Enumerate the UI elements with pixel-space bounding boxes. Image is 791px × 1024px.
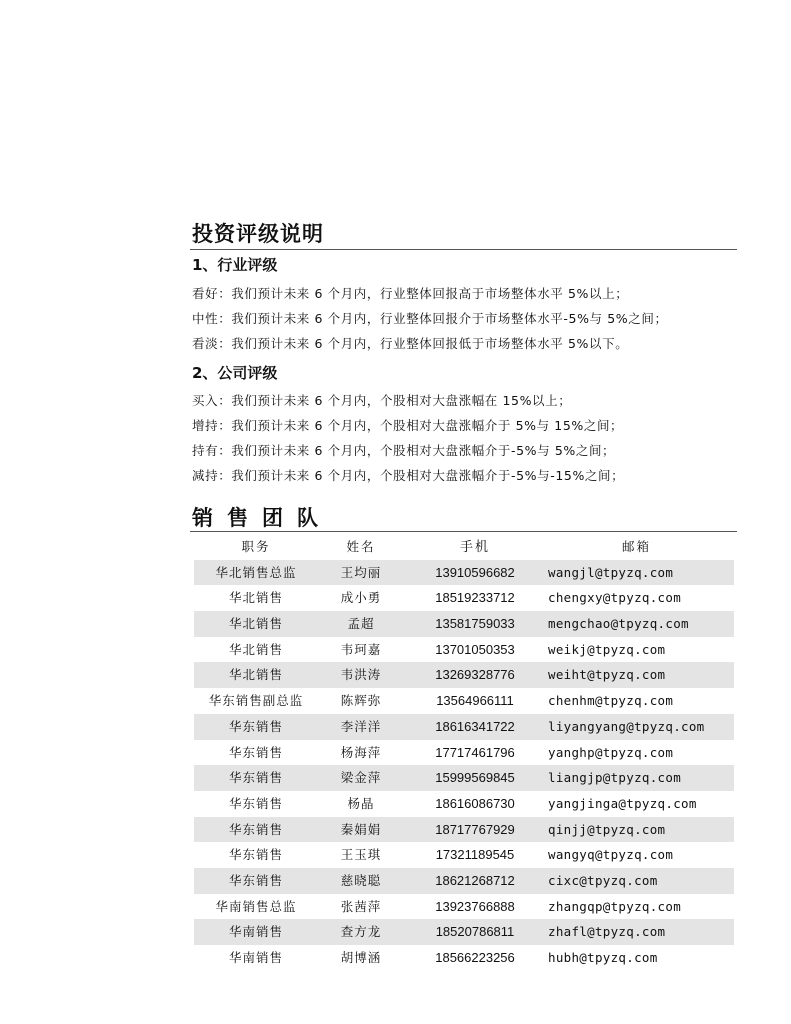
rating-section-title: 投资评级说明 xyxy=(192,221,324,246)
cell-role: 华南销售总监 xyxy=(215,898,297,914)
cell-phone: 17321189545 xyxy=(435,847,515,863)
table-row xyxy=(194,662,734,688)
industry-rating-line: 看淡：我们预计未来 6 个月内，行业整体回报低于市场整体水平 5%以下。 xyxy=(192,336,629,351)
sales-team-table xyxy=(194,534,734,971)
table-row xyxy=(194,560,734,586)
cell-name: 李洋洋 xyxy=(340,718,382,734)
cell-name: 梁金萍 xyxy=(340,770,382,786)
cell-phone: 15999569845 xyxy=(435,770,515,786)
sales-team-divider xyxy=(190,531,737,532)
cell-role: 华东销售 xyxy=(228,718,283,734)
cell-phone: 13269328776 xyxy=(435,667,515,683)
cell-email: yanghp@tpyzq.com xyxy=(548,744,674,760)
cell-name: 慈晓聪 xyxy=(340,872,382,888)
cell-phone: 13923766888 xyxy=(435,898,515,914)
cell-role: 华东销售 xyxy=(228,744,283,760)
cell-phone: 17717461796 xyxy=(435,744,515,760)
cell-phone: 13910596682 xyxy=(435,564,515,580)
cell-role: 华东销售 xyxy=(228,821,283,837)
company-rating-line: 增持：我们预计未来 6 个月内，个股相对大盘涨幅介于 5%与 15%之间； xyxy=(192,418,624,433)
cell-role: 华南销售 xyxy=(228,950,283,965)
company-rating-heading: 2、公司评级 xyxy=(192,364,278,382)
cell-role: 华北销售 xyxy=(228,616,283,632)
cell-name: 查方龙 xyxy=(340,924,382,940)
cell-name: 孟超 xyxy=(347,616,375,632)
company-rating-line: 买入：我们预计未来 6 个月内，个股相对大盘涨幅在 15%以上； xyxy=(192,393,572,408)
cell-phone: 18717767929 xyxy=(435,821,515,837)
table-header-row xyxy=(194,534,734,560)
cell-role: 华东销售 xyxy=(228,795,283,811)
industry-rating-line: 中性：我们预计未来 6 个月内，行业整体回报介于市场整体水平-5%与 5%之间； xyxy=(192,311,668,326)
cell-email: cixc@tpyzq.com xyxy=(548,872,658,888)
table-row xyxy=(194,894,734,920)
cell-email: qinjj@tpyzq.com xyxy=(548,821,666,837)
cell-role: 华北销售 xyxy=(228,590,283,606)
cell-role: 华东销售副总监 xyxy=(208,693,304,709)
sales-team-title: 销售团队 xyxy=(192,505,332,530)
cell-name: 成小勇 xyxy=(340,590,382,606)
cell-name: 杨海萍 xyxy=(340,744,382,760)
cell-role: 华东销售 xyxy=(228,847,283,863)
cell-name: 张茜萍 xyxy=(340,898,382,914)
table-row xyxy=(194,585,734,611)
table-row xyxy=(194,817,734,843)
cell-phone: 18616341722 xyxy=(435,718,515,734)
cell-email: liyangyang@tpyzq.com xyxy=(548,718,705,734)
cell-email: zhafl@tpyzq.com xyxy=(548,924,666,940)
industry-rating-line: 看好：我们预计未来 6 个月内，行业整体回报高于市场整体水平 5%以上； xyxy=(192,286,629,301)
cell-email: mengchao@tpyzq.com xyxy=(548,616,689,632)
cell-phone: 13701050353 xyxy=(435,641,515,657)
cell-email: chenhm@tpyzq.com xyxy=(548,693,674,709)
column-header-phone: 手机 xyxy=(459,539,490,554)
cell-name: 王玉琪 xyxy=(340,847,382,863)
table-row xyxy=(194,945,734,971)
cell-email: zhangqp@tpyzq.com xyxy=(548,898,682,914)
cell-name: 胡博涵 xyxy=(340,950,382,965)
cell-email: weiht@tpyzq.com xyxy=(548,667,666,683)
cell-role: 华北销售 xyxy=(228,667,283,683)
cell-email: wangjl@tpyzq.com xyxy=(548,564,674,580)
table-row xyxy=(194,919,734,945)
table-row xyxy=(194,714,734,740)
company-rating-line: 减持：我们预计未来 6 个月内，个股相对大盘涨幅介于-5%与-15%之间； xyxy=(192,468,625,483)
table-row xyxy=(194,611,734,637)
cell-phone: 18520786811 xyxy=(435,924,515,940)
cell-email: wangyq@tpyzq.com xyxy=(548,847,674,863)
table-row xyxy=(194,637,734,663)
cell-role: 华北销售总监 xyxy=(215,564,297,580)
cell-name: 韦洪涛 xyxy=(340,667,382,683)
cell-phone: 18519233712 xyxy=(435,590,515,606)
table-row xyxy=(194,765,734,791)
cell-phone: 18616086730 xyxy=(435,795,515,811)
title-divider xyxy=(190,249,737,250)
cell-name: 秦娟娟 xyxy=(340,821,382,837)
table-body xyxy=(194,560,734,971)
table-row xyxy=(194,791,734,817)
cell-phone: 13581759033 xyxy=(435,616,515,632)
cell-phone: 18621268712 xyxy=(435,872,515,888)
table-row xyxy=(194,688,734,714)
cell-phone: 13564966111 xyxy=(436,693,514,709)
cell-role: 华东销售 xyxy=(228,770,283,786)
cell-name: 王均丽 xyxy=(340,564,382,580)
cell-name: 杨晶 xyxy=(347,795,375,811)
cell-email: yangjinga@tpyzq.com xyxy=(548,795,697,811)
cell-email: chengxy@tpyzq.com xyxy=(548,590,682,606)
cell-email: liangjp@tpyzq.com xyxy=(548,770,682,786)
table-row xyxy=(194,842,734,868)
table-row xyxy=(194,868,734,894)
cell-name: 陈辉弥 xyxy=(340,693,382,709)
cell-phone: 18566223256 xyxy=(435,950,515,965)
cell-role: 华南销售 xyxy=(228,924,283,940)
column-header-email: 邮箱 xyxy=(622,539,652,554)
column-header-role: 职务 xyxy=(241,539,271,554)
company-rating-line: 持有：我们预计未来 6 个月内，个股相对大盘涨幅介于-5%与 5%之间； xyxy=(192,443,616,458)
column-header-name: 姓名 xyxy=(346,539,376,554)
cell-email: weikj@tpyzq.com xyxy=(548,641,666,657)
cell-role: 华东销售 xyxy=(228,872,283,888)
cell-email: hubh@tpyzq.com xyxy=(548,950,658,965)
cell-role: 华北销售 xyxy=(228,641,283,657)
industry-rating-heading: 1、行业评级 xyxy=(192,256,278,274)
cell-name: 韦珂嘉 xyxy=(340,641,382,657)
table-row xyxy=(194,740,734,766)
